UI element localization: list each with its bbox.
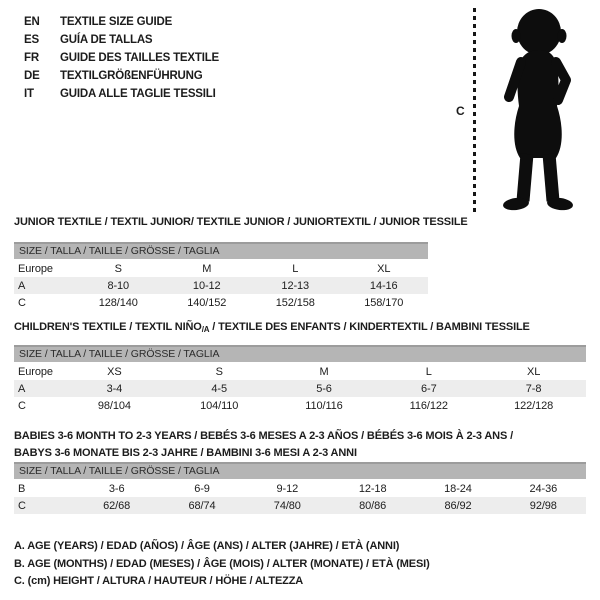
language-title: GUIDA ALLE TAGLIE TESSILI: [60, 88, 216, 100]
legend-line-c: C. (cm) HEIGHT / ALTURA / HAUTEUR / HÖHE / ALTEZZA: [14, 575, 304, 587]
row-label-cell: Europe: [18, 365, 53, 378]
language-code: EN: [24, 16, 40, 28]
section-title: [14, 428, 586, 462]
language-row: [24, 13, 219, 31]
value-cell: 62/68: [103, 499, 131, 512]
value-cell: 7-8: [525, 382, 542, 395]
section-babies: [14, 428, 586, 514]
value-cell: 12-18: [358, 482, 387, 495]
value-cell: S: [114, 262, 122, 275]
language-title: TEXTILE SIZE GUIDE: [60, 16, 173, 28]
language-title: TEXTILGRÖßENFÜHRUNG: [60, 70, 203, 82]
section-junior-textile: [14, 216, 468, 311]
size-table-children: [14, 363, 586, 414]
value-cell: 8-10: [107, 279, 130, 292]
value-cell: 4-5: [211, 382, 227, 395]
size-table-babies: [14, 480, 586, 514]
section-childrens-textile: [14, 321, 586, 414]
title-text: CHILDREN'S TEXTILE / TEXTIL NIÑO: [14, 321, 202, 333]
value-cell: 116/122: [409, 399, 448, 412]
table-row: [14, 363, 586, 380]
value-cell: 6-9: [194, 482, 210, 495]
value-cell: 104/110: [200, 399, 239, 412]
value-cell: 14-16: [369, 279, 398, 292]
value-cell: 3-4: [106, 382, 123, 395]
language-title: GUÍA DE TALLAS: [60, 34, 153, 46]
row-label-cell: B: [18, 482, 26, 495]
value-cell: L: [425, 365, 432, 378]
value-cell: 140/152: [187, 296, 227, 309]
value-cell: 9-12: [276, 482, 299, 495]
value-cell: 92/98: [529, 499, 557, 512]
value-cell: 158/170: [364, 296, 404, 309]
value-cell: XL: [526, 365, 541, 378]
value-cell: XS: [107, 365, 122, 378]
language-code: IT: [24, 88, 34, 100]
size-header-bar: SIZE / TALLA / TAILLE / GRÖSSE / TAGLIA: [14, 345, 586, 362]
table-row: [14, 380, 586, 397]
value-cell: 12-13: [281, 279, 310, 292]
value-cell: 74/80: [273, 499, 301, 512]
value-cell: 86/92: [444, 499, 472, 512]
value-cell: M: [319, 365, 329, 378]
value-cell: 3-6: [108, 482, 125, 495]
value-cell: 6-7: [420, 382, 437, 395]
language-code: ES: [24, 34, 39, 46]
value-cell: 98/104: [97, 399, 131, 412]
table-row: [14, 277, 428, 294]
section-title: JUNIOR TEXTILE / TEXTIL JUNIOR/ TEXTILE JUNIOR / JUNIORTEXTIL / JUNIOR TESSILE: [14, 216, 468, 228]
value-cell: 18-24: [444, 482, 472, 495]
table-row: [14, 397, 586, 414]
title-line-1: BABIES 3-6 MONTH TO 2-3 YEARS / BEBÉS 3-6 MESES A 2-3 AÑOS / BÉBÉS 3-6 MOIS À 2-3 ANS /: [14, 430, 513, 442]
value-cell: 152/158: [275, 296, 315, 309]
legend: [14, 538, 430, 591]
language-code: DE: [24, 70, 40, 82]
row-label-cell: C: [18, 499, 26, 512]
table-row: [14, 260, 428, 277]
language-row: [24, 67, 219, 85]
row-label-cell: C: [18, 296, 26, 309]
value-cell: L: [292, 262, 299, 275]
legend-line-b: B. AGE (MONTHS) / EDAD (MESES) / ÂGE (MOIS) / ALTER (MONATE) / ETÀ (MESI): [14, 557, 430, 570]
value-cell: S: [215, 365, 223, 378]
value-cell: 80/86: [359, 499, 387, 512]
value-cell: 122/128: [514, 399, 554, 412]
language-row: [24, 49, 219, 67]
value-cell: 10-12: [192, 279, 221, 292]
row-label-cell: A: [18, 279, 26, 292]
size-header-bar: SIZE / TALLA / TAILLE / GRÖSSE / TAGLIA: [14, 242, 428, 259]
row-label-cell: Europe: [18, 262, 53, 275]
title-line-2: BABYS 3-6 MONATE BIS 2-3 JAHRE / BAMBINI 3-6 MESI A 2-3 ANNI: [14, 447, 357, 459]
table-row: [14, 480, 586, 497]
legend-line-a: A. AGE (YEARS) / EDAD (AÑOS) / ÂGE (ANS) / ALTER (JAHRE) / ETÀ (ANNI): [14, 540, 400, 552]
value-cell: 128/140: [98, 296, 138, 309]
table-row: [14, 294, 428, 311]
language-row: [24, 85, 219, 103]
height-measure-dashed-line: [473, 8, 476, 212]
value-cell: 110/116: [305, 399, 343, 412]
value-cell: 5-6: [316, 382, 332, 395]
size-header-bar: SIZE / TALLA / TAILLE / GRÖSSE / TAGLIA: [14, 462, 586, 479]
size-table-junior: [14, 260, 428, 311]
title-subscript: /A: [201, 325, 210, 334]
value-cell: 24-36: [529, 482, 558, 495]
row-label-cell: A: [18, 382, 26, 395]
value-cell: XL: [377, 262, 391, 275]
title-text: / TEXTILE DES ENFANTS / KINDERTEXTIL / BAMBINI TESSILE: [209, 321, 530, 333]
value-cell: 68/74: [188, 499, 216, 512]
height-measure-label: C: [456, 104, 465, 118]
language-title-list: [24, 13, 219, 103]
section-title: [14, 321, 586, 336]
table-row: [14, 497, 586, 514]
language-code: FR: [24, 52, 39, 64]
value-cell: M: [202, 262, 212, 275]
row-label-cell: C: [18, 399, 26, 412]
language-row: [24, 31, 219, 49]
toddler-silhouette-icon: [487, 6, 589, 212]
language-title: GUIDE DES TAILLES TEXTILE: [60, 52, 219, 64]
